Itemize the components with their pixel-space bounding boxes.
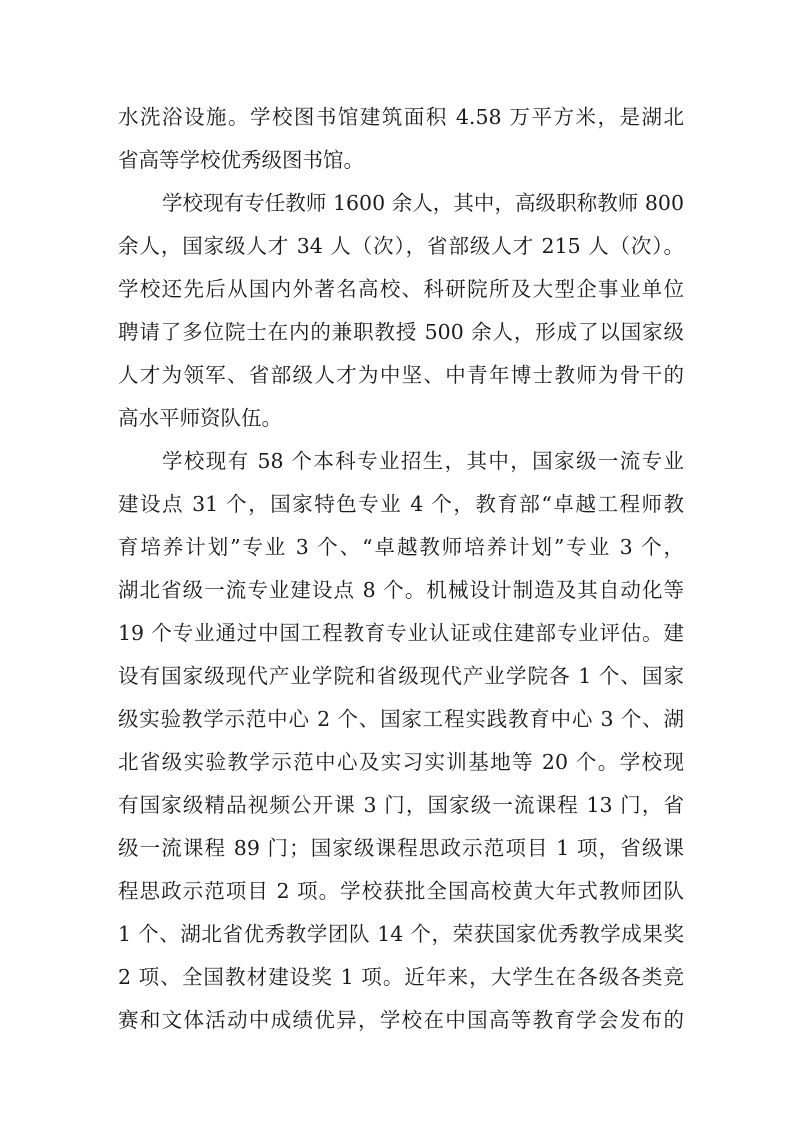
text-line: 1 个、湖北省优秀教学团队 14 个，荣获国家优秀教学成果奖 [118,922,684,946]
text-line: 2 项、全国教材建设奖 1 项。近年来，大学生在各级各类竞 [118,965,684,989]
text-line: 19 个专业通过中国工程教育专业认证或住建部专业评估。建 [118,621,684,645]
text-line: 北省级实验教学示范中心及实习实训基地等 20 个。学校现 [118,750,684,774]
document-body [118,96,684,1042]
text-line: 学校现有专任教师 1600 余人，其中，高级职称教师 800 [162,191,684,215]
text-line: 湖北省级一流专业建设点 8 个。机械设计制造及其自动化等 [118,578,684,602]
text-line: 学校还先后从国内外著名高校、科研院所及大型企事业单位 [118,277,684,301]
text-line: 省高等学校优秀级图书馆。 [118,148,364,172]
text-line: 赛和文体活动中成绩优异，学校在中国高等教育学会发布的 [118,1008,684,1032]
text-line: 有国家级精品视频公开课 3 门，国家级一流课程 13 门，省 [118,793,684,817]
text-line: 级一流课程 89 门；国家级课程思政示范项目 1 项，省级课 [118,836,684,860]
text-line: 余人，国家级人才 34 人（次），省部级人才 215 人（次）。 [118,234,684,258]
text-line: 高水平师资队伍。 [118,406,282,430]
text-line: 水洗浴设施。学校图书馆建筑面积 4.58 万平方米，是湖北 [118,105,684,129]
text-line: 育培养计划”专业 3 个、“卓越教师培养计划”专业 3 个， [118,535,684,559]
text-line: 设有国家级现代产业学院和省级现代产业学院各 1 个、国家 [118,664,684,688]
text-line: 聘请了多位院士在内的兼职教授 500 余人，形成了以国家级 [118,320,684,344]
text-line: 学校现有 58 个本科专业招生，其中，国家级一流专业 [162,449,684,473]
text-line: 建设点 31 个，国家特色专业 4 个，教育部“卓越工程师教 [118,492,684,516]
text-line: 级实验教学示范中心 2 个、国家工程实践教育中心 3 个、湖 [118,707,684,731]
text-line: 人才为领军、省部级人才为中坚、中青年博士教师为骨干的 [118,363,684,387]
text-line: 程思政示范项目 2 项。学校获批全国高校黄大年式教师团队 [118,879,684,903]
